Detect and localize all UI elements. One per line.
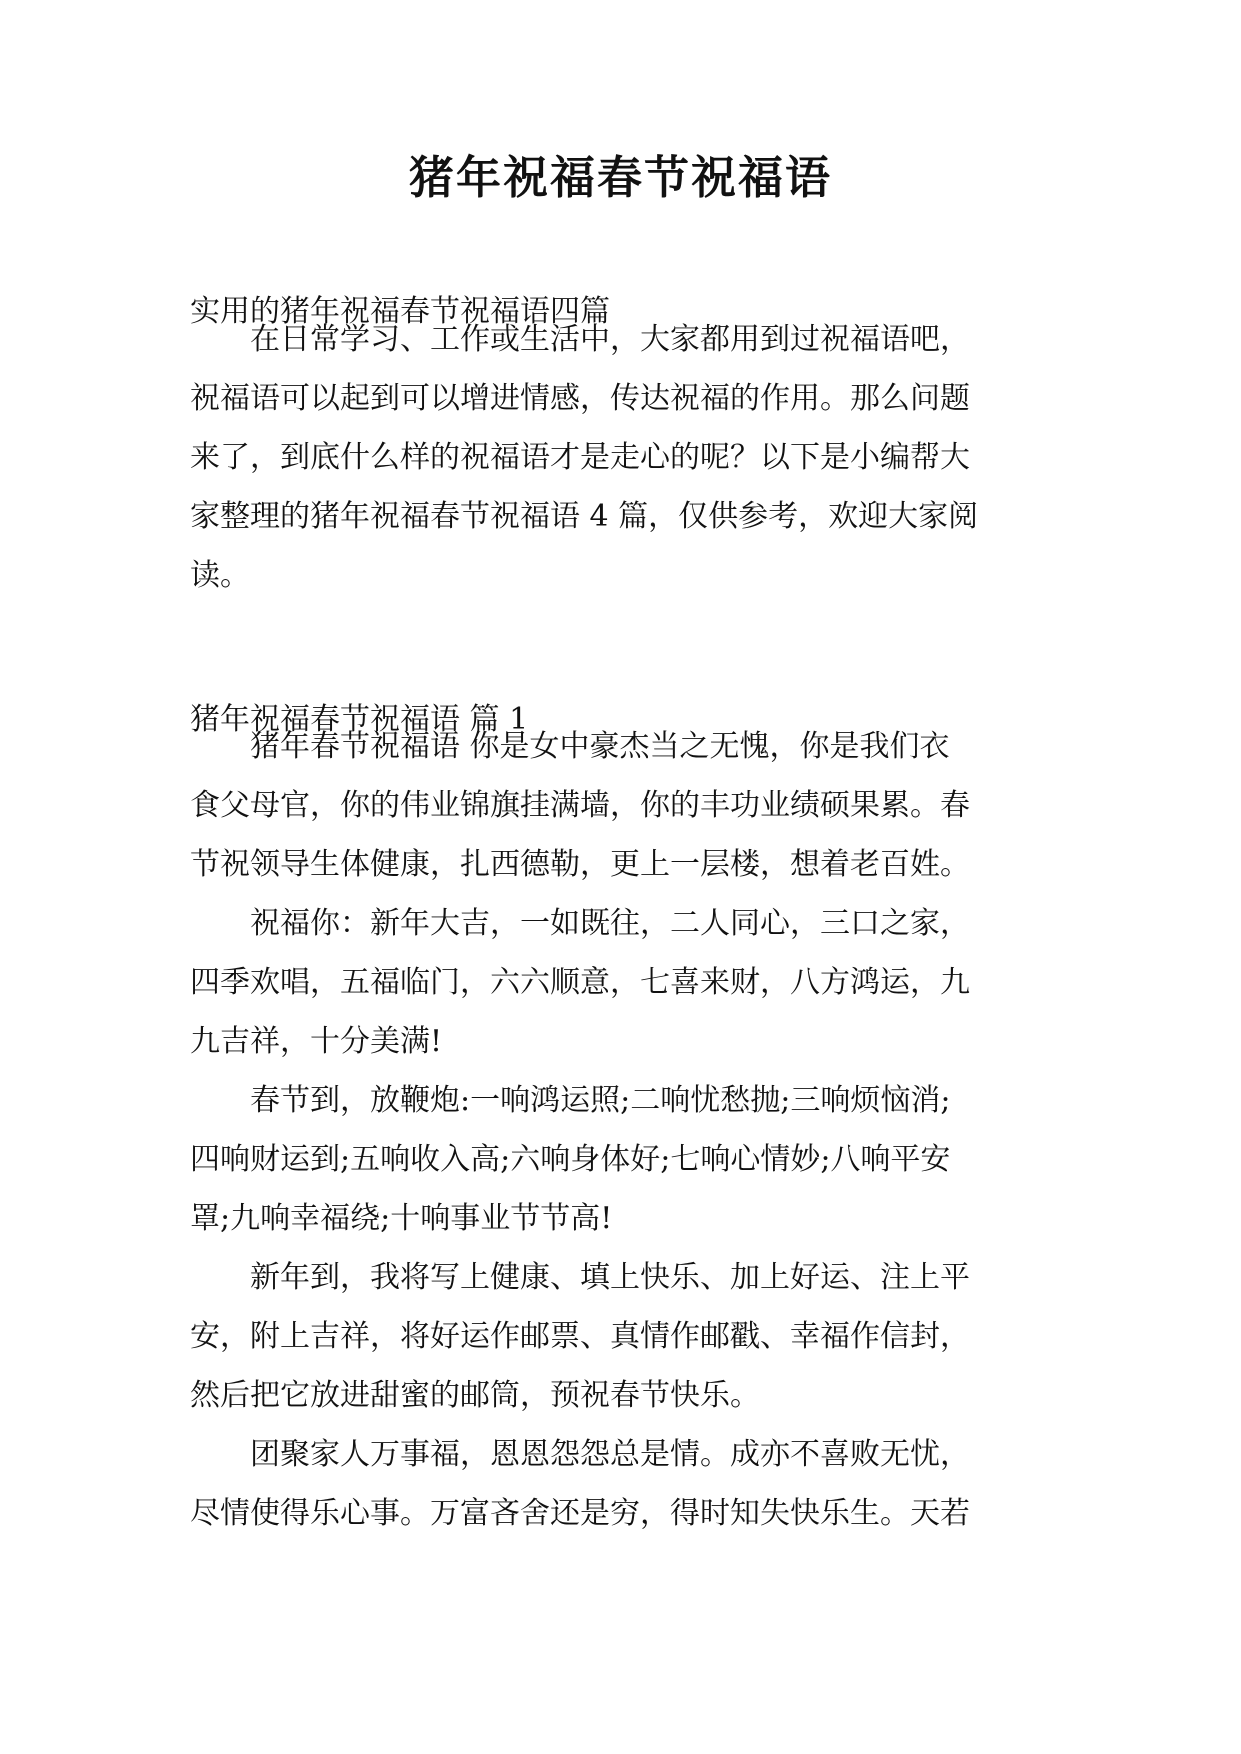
paragraph-line: 九吉祥，十分美满! — [190, 1024, 443, 1059]
body-paragraph — [190, 1071, 1060, 1248]
paragraph-line: 祝福你：新年大吉，一如既往，二人同心，三口之家， — [190, 906, 970, 941]
intro-paragraph — [190, 310, 1060, 605]
section-heading: 猪年祝福春节祝福语 篇 1 — [190, 702, 529, 737]
intro-line: 家整理的猪年祝福春节祝福语 4 篇，仅供参考，欢迎大家阅 — [190, 499, 979, 534]
intro-line: 来了，到底什么样的祝福语才是走心的呢？以下是小编帮大 — [190, 440, 970, 475]
intro-line: 读。 — [190, 558, 250, 593]
paragraph-line: 春节到，放鞭炮:一响鸿运照;二响忧愁抛;三响烦恼消; — [190, 1083, 951, 1118]
body-paragraph — [190, 894, 1060, 1071]
body-paragraph — [190, 717, 1060, 894]
paragraph-line: 团聚家人万事福，恩恩怨怨总是情。成亦不喜败无忧， — [190, 1437, 970, 1472]
paragraph-line: 节祝领导生体健康，扎西德勒，更上一层楼，想着老百姓。 — [190, 847, 970, 882]
paragraph-line: 四季欢唱，五福临门，六六顺意，七喜来财，八方鸿运，九 — [190, 965, 970, 1000]
intro-line: 在日常学习、工作或生活中，大家都用到过祝福语吧， — [190, 322, 970, 357]
paragraph-line: 尽情使得乐心事。万富吝舍还是穷，得时知失快乐生。天若 — [190, 1496, 970, 1531]
paragraph-line: 然后把它放进甜蜜的邮筒，预祝春节快乐。 — [190, 1378, 760, 1413]
paragraph-line: 新年到，我将写上健康、填上快乐、加上好运、注上平 — [190, 1260, 970, 1295]
paragraph-line: 四响财运到;五响收入高;六响身体好;七响心情妙;八响平安 — [190, 1142, 951, 1177]
paragraph-line: 猪年春节祝福语 你是女中豪杰当之无愧，你是我们衣 — [190, 729, 950, 764]
paragraph-line: 罩;九响幸福绕;十响事业节节高! — [190, 1201, 613, 1236]
body-paragraph — [190, 1248, 1060, 1425]
intro-line: 祝福语可以起到可以增进情感，传达祝福的作用。那么问题 — [190, 381, 970, 416]
document-subtitle: 实用的猪年祝福春节祝福语四篇 — [190, 294, 610, 329]
paragraph-line: 食父母官，你的伟业锦旗挂满墙，你的丰功业绩硕果累。春 — [190, 788, 970, 823]
body-paragraph — [190, 1425, 1060, 1543]
document-title: 猪年祝福春节祝福语 — [408, 151, 832, 204]
paragraph-line: 安，附上吉祥，将好运作邮票、真情作邮戳、幸福作信封， — [190, 1319, 970, 1354]
